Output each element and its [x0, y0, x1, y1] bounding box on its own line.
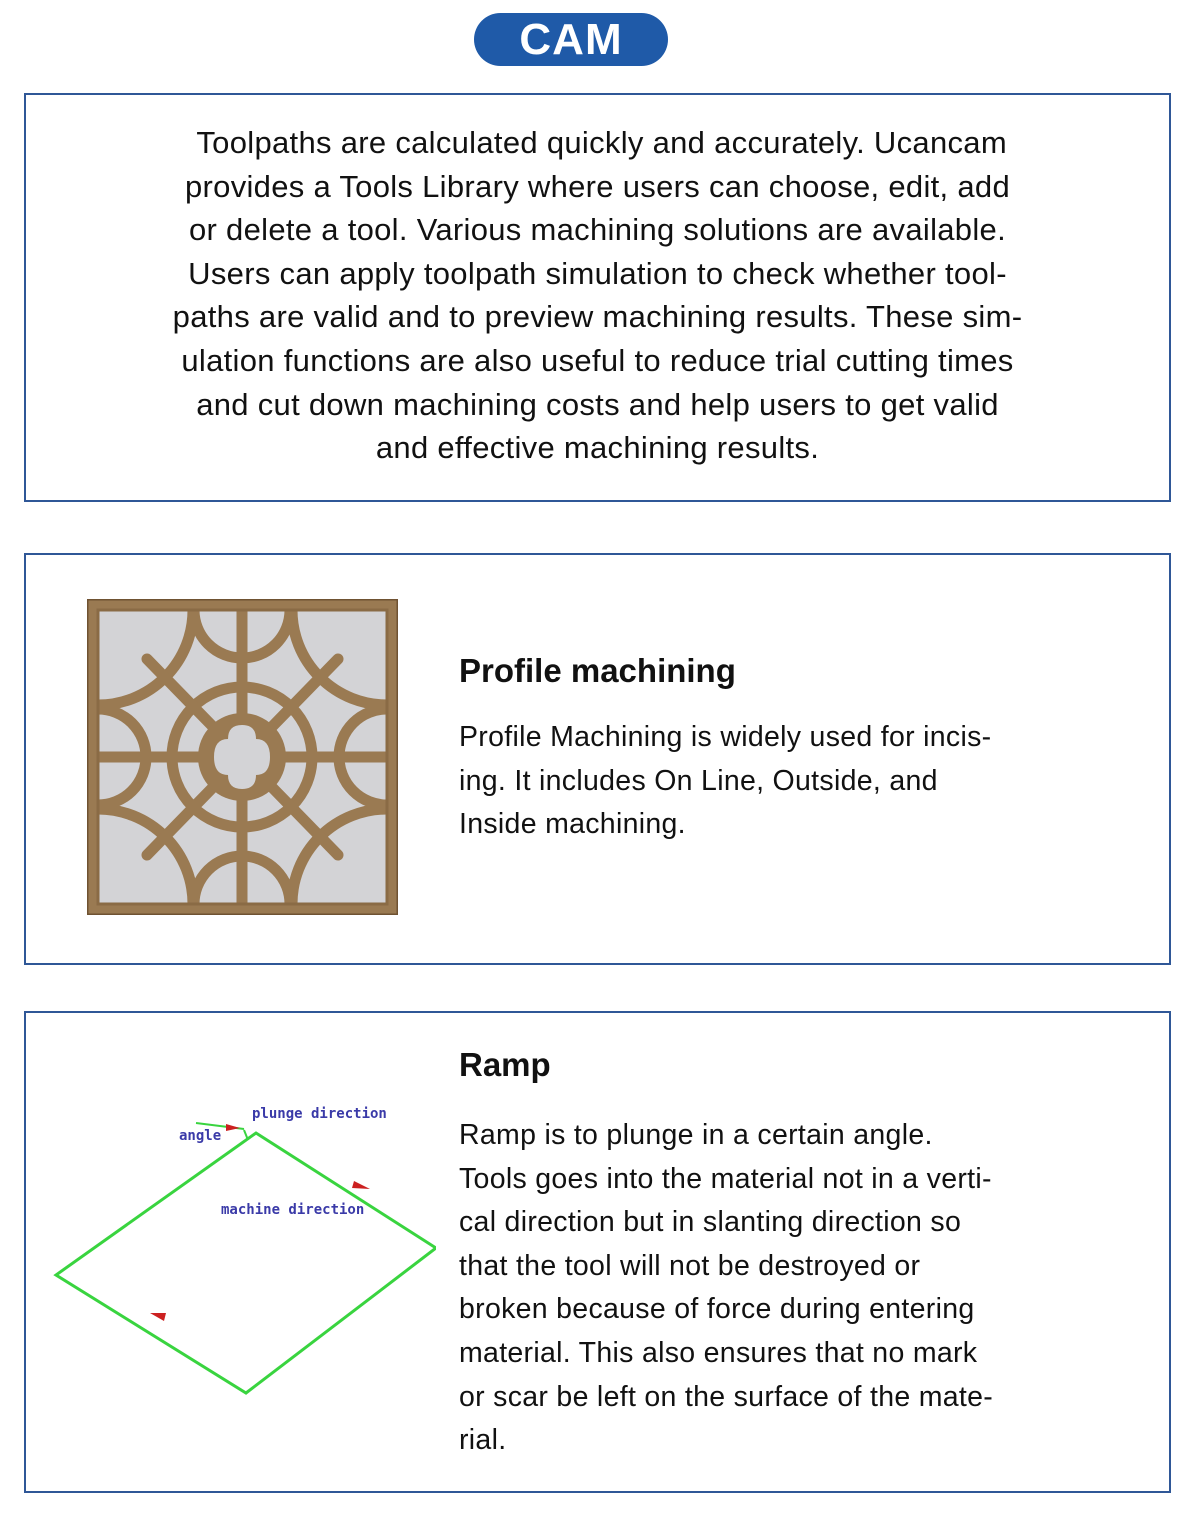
- ramp-panel: [24, 1011, 1171, 1493]
- intro-line: paths are valid and to preview machining results. These sim-: [172, 299, 1023, 335]
- ramp-heading: Ramp: [459, 1046, 551, 1083]
- plunge-arrow-icon: [226, 1124, 240, 1131]
- toolpath-outline: [56, 1133, 436, 1393]
- section-title-badge: CAM: [474, 13, 668, 66]
- return-arrow-icon: [150, 1313, 166, 1321]
- intro-line: provides a Tools Library where users can choose, edit, add: [184, 168, 1010, 204]
- ramp-diagram: [46, 1103, 436, 1403]
- intro-line: Users can apply toolpath simulation to check whether tool-: [188, 255, 1007, 291]
- carved-lattice-panel-icon: [87, 599, 398, 915]
- intro-line: and effective machining results.: [375, 430, 820, 466]
- profile-heading: Profile machining: [459, 652, 736, 689]
- profile-description: Profile Machining is widely used for incis- ing. It includes On Line, Outside, and Inside machining.: [459, 721, 992, 841]
- profile-machining-panel: [24, 553, 1171, 965]
- intro-line: ulation functions are also useful to reduce trial cutting times: [181, 342, 1014, 378]
- intro-line: or delete a tool. Various machining solutions are available.: [188, 212, 1006, 248]
- machine-direction-arrow-icon: [352, 1181, 370, 1189]
- intro-line: Toolpaths are calculated quickly and accurately. Ucancam: [188, 125, 1007, 160]
- angle-label: angle: [179, 1128, 222, 1144]
- intro-line: and cut down machining costs and help users to get valid: [196, 386, 999, 422]
- intro-panel: [24, 93, 1171, 502]
- ramp-description: Ramp is to plunge in a certain angle. Tools goes into the material not in a verti- cal direction but in slanting direction so that the tool will not be destroyed or broken because of force during entering material. This also ensures that no mark or scar be left on the surface of the mate- rial.: [459, 1119, 994, 1457]
- machine-direction-label: machine direction: [221, 1202, 365, 1218]
- intro-paragraph: [86, 121, 1109, 470]
- plunge-direction-label: plunge direction: [252, 1106, 387, 1122]
